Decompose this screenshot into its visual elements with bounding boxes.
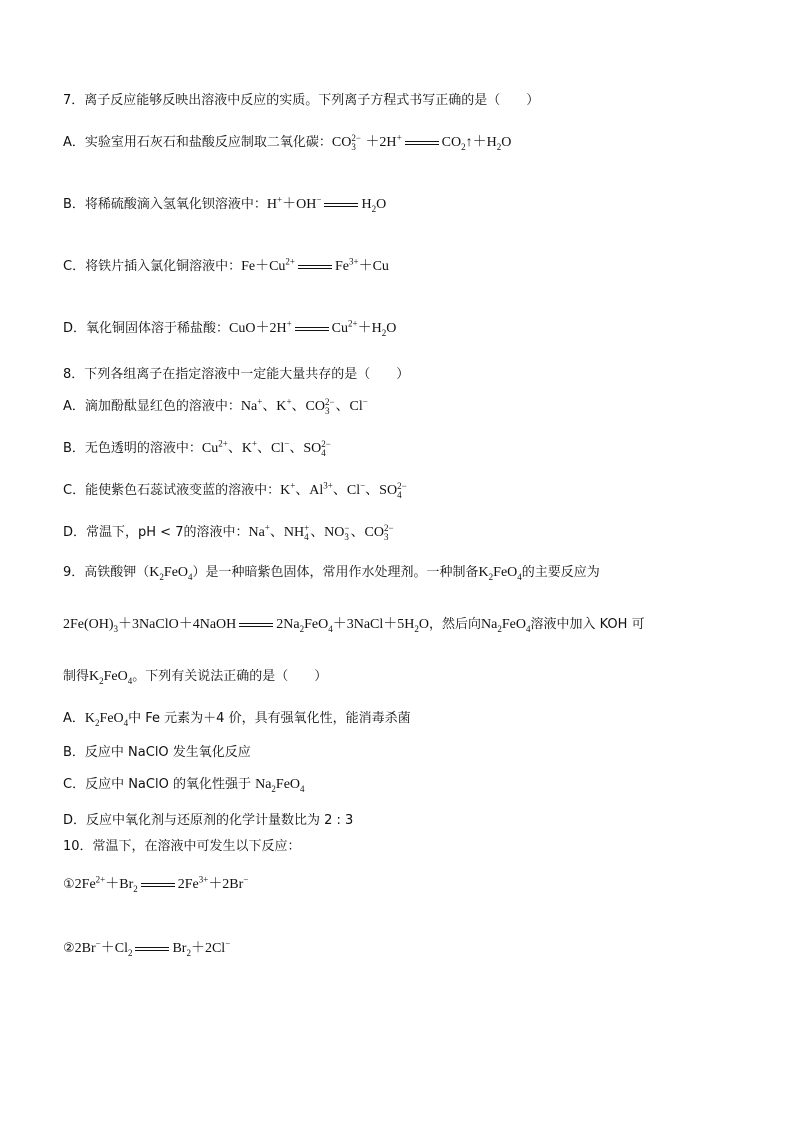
q7-option-a xyxy=(63,134,511,152)
q9-option-a xyxy=(63,710,411,728)
q8-option-d-ions: Na+、NH + 4 、NO − 3 、CO 2− 3 xyxy=(248,522,394,542)
q9-line3-prefix: 制得 xyxy=(63,669,90,684)
q8-option-b xyxy=(63,440,332,458)
q9-option-d: D．反应中氧化剂与还原剂的化学计量数比为 2 : 3 xyxy=(63,813,354,828)
q9-reaction xyxy=(63,616,645,634)
q8-option-b-ions: $Cu^{2+}$、K+、Cl−、SO 2− 4 xyxy=(201,438,331,458)
q8-option-c-label: C．能使紫色石蕊试液变蓝的溶液中： xyxy=(63,483,281,499)
q7-option-c-label: C．将铁片插入氯化铜溶液中： xyxy=(63,259,242,274)
q9-stem-line3 xyxy=(63,668,327,686)
q10-reaction-1 xyxy=(63,876,248,894)
q7-option-b xyxy=(63,196,386,214)
q9-stem-end: 的主要反应为 xyxy=(521,565,600,580)
q10-r1-label: ① xyxy=(63,877,75,892)
na2feo4-formula: $Na_2FeO_4$ xyxy=(255,777,305,794)
q8-option-b-label: B．无色透明的溶液中： xyxy=(63,441,202,457)
q7-option-c xyxy=(63,258,389,276)
q7-stem: 7．离子反应能够反映出溶液中反应的实质。下列离子方程式书写正确的是（ ） xyxy=(63,93,540,108)
q8-option-c-ions: K+、$Al^{3+}$、Cl−、SO 2− 4 xyxy=(280,480,407,500)
na2feo4-formula: $Na_2FeO_4$ xyxy=(481,617,531,634)
q8-stem: 8．下列各组离子在指定溶液中一定能大量共存的是（ ） xyxy=(63,367,410,382)
q9-option-a-label: A． xyxy=(63,711,85,726)
q8-option-a-label: A．滴加酚酞显红色的溶液中： xyxy=(63,399,241,415)
q10-r2-equation: $2Br^-+Cl_2$ $Br_2+2Cl^-$ xyxy=(74,938,231,958)
q7-option-a-label: A．实验室用石灰石和盐酸反应制取二氧化碳： xyxy=(63,135,332,151)
q8-option-a xyxy=(63,398,368,416)
q8-option-d-label: D．常温下，pH < 7的溶液中： xyxy=(63,525,249,541)
q8-option-c xyxy=(63,482,408,500)
q9-stem-prefix: 9．高铁酸钾（ xyxy=(63,565,150,580)
q8-option-a-ions: Na+、K+、CO 2− 3 、Cl− xyxy=(240,396,368,416)
q9-reaction-tail2: 溶液中加入 KOH 可 xyxy=(530,617,645,632)
q7-option-b-label: B．将稀硫酸滴入氢氧化钡溶液中： xyxy=(63,197,267,212)
k2feo4-formula: $K_2FeO_4$ xyxy=(149,565,193,582)
q10-r1-equation: $2Fe^{2+}+Br_2$ $2Fe^{3+}+2Br^-$ xyxy=(74,874,249,894)
q10-r2-label: ② xyxy=(63,941,75,956)
q7-option-d-equation: CuO＋2H+ $Cu^{2+}+H_2O$ xyxy=(229,318,397,338)
k2feo4-formula: $K_2FeO_4$ xyxy=(84,711,129,728)
q9-line3-end: 。下列有关说法正确的是（ ） xyxy=(132,669,328,684)
k2feo4-formula: $K_2FeO_4$ xyxy=(89,669,133,686)
q9-stem-mid: ）是一种暗紫色固体，常用作水处理剂。一种制备 xyxy=(192,565,479,580)
q9-option-b: B．反应中 NaClO 发生氧化反应 xyxy=(63,745,251,760)
q7-option-d xyxy=(63,320,396,338)
q9-option-c-label: C．反应中 NaClO 的氧化性强于 xyxy=(63,777,256,792)
q9-reaction-tail: ，然后向 xyxy=(429,617,482,632)
q7-option-a-equation: CO 2− 3 ＋2H+ $CO_2↑+H_2O$ xyxy=(331,132,512,153)
q9-option-a-text: 中 Fe 元素为＋4 价，具有强氧化性，能消毒杀菌 xyxy=(128,711,411,726)
q9-stem xyxy=(63,564,600,582)
q7-option-c-equation: $Fe+Cu^{2+}$ $Fe^{3+}+Cu$ xyxy=(241,256,389,274)
q7-option-b-equation: H+＋OH− $H_2O$ xyxy=(266,194,387,214)
q7-option-d-label: D．氧化铜固体溶于稀盐酸： xyxy=(63,321,230,336)
q10-stem: 10．常温下，在溶液中可发生以下反应： xyxy=(63,839,301,854)
q9-reaction-equation: $2Fe(OH)_3+3NaClO+4NaOH$ $2Na_2FeO_4+3NaCl+5H_2O$ xyxy=(63,617,430,634)
q10-reaction-2 xyxy=(63,940,230,958)
q8-option-d xyxy=(63,524,395,542)
q9-option-c xyxy=(63,776,305,794)
k2feo4-formula: $K_2FeO_4$ xyxy=(478,565,522,582)
